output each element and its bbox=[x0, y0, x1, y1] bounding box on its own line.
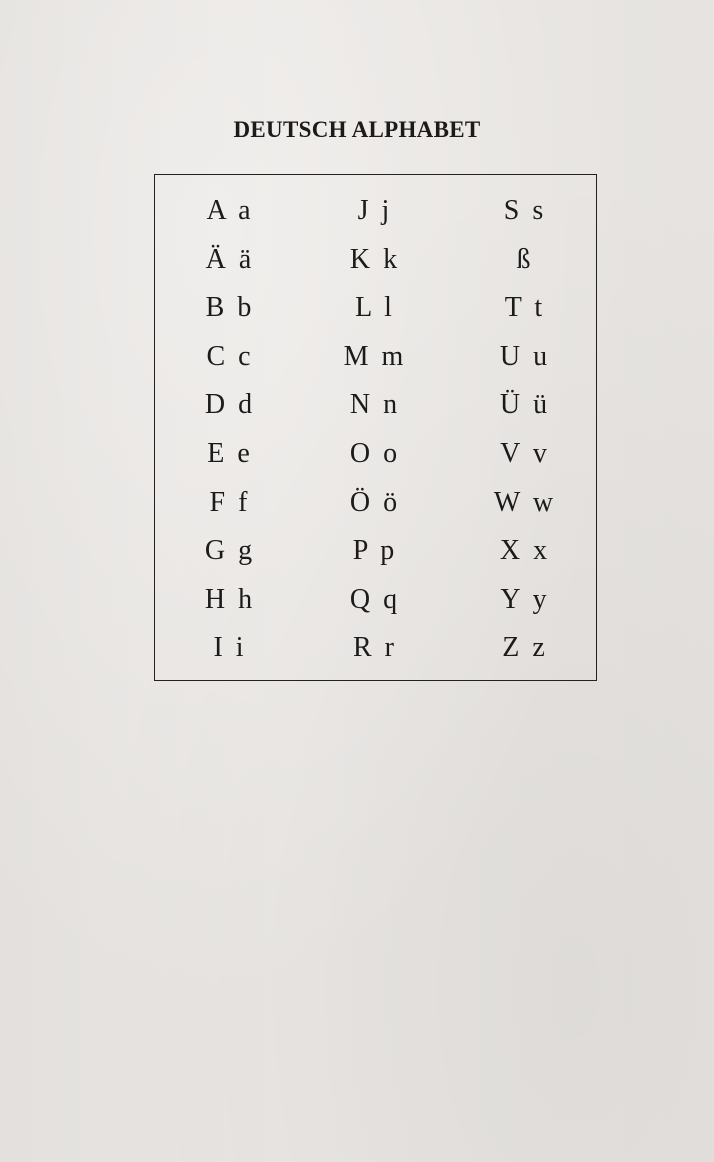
letter-pair: K k bbox=[349, 243, 401, 275]
letter-pair: Z z bbox=[502, 632, 548, 664]
letter-pair: D d bbox=[204, 389, 256, 421]
alphabet-column-3 bbox=[465, 187, 585, 673]
letter-pair: E e bbox=[207, 437, 253, 469]
letter-pair: J j bbox=[357, 195, 393, 226]
letter-pair: F f bbox=[209, 486, 251, 518]
letter-pair: Q q bbox=[349, 583, 401, 615]
alphabet-column-2 bbox=[315, 187, 435, 673]
letter-pair: H h bbox=[204, 583, 256, 615]
letter-pair: Ä ä bbox=[205, 243, 255, 275]
letter-pair: R r bbox=[353, 632, 397, 664]
letter-pair: A a bbox=[206, 195, 254, 226]
letter-pair: B b bbox=[205, 292, 255, 324]
alphabet-table bbox=[154, 174, 597, 681]
letter-pair: Ö ö bbox=[349, 486, 401, 518]
letter-pair: I i bbox=[213, 632, 247, 664]
letter-pair: C c bbox=[206, 340, 254, 372]
letter-pair: N n bbox=[349, 389, 401, 421]
letter-pair: U u bbox=[499, 340, 551, 372]
letter-pair: V v bbox=[500, 437, 550, 469]
alphabet-column-1 bbox=[170, 187, 290, 673]
letter-pair: M m bbox=[343, 340, 407, 372]
letter-pair: ß bbox=[516, 243, 534, 275]
letter-pair: L l bbox=[355, 292, 395, 324]
letter-pair: T t bbox=[504, 292, 546, 324]
letter-pair: Y y bbox=[500, 583, 550, 615]
letter-pair: O o bbox=[349, 437, 401, 469]
letter-pair: P p bbox=[352, 535, 398, 567]
letter-pair: X x bbox=[499, 535, 551, 567]
letter-pair: S s bbox=[503, 195, 547, 226]
letter-pair: W w bbox=[493, 486, 557, 518]
letter-pair: Ü ü bbox=[499, 389, 551, 421]
letter-pair: G g bbox=[204, 535, 256, 567]
page-title: DEUTSCH ALPHABET bbox=[233, 117, 481, 142]
